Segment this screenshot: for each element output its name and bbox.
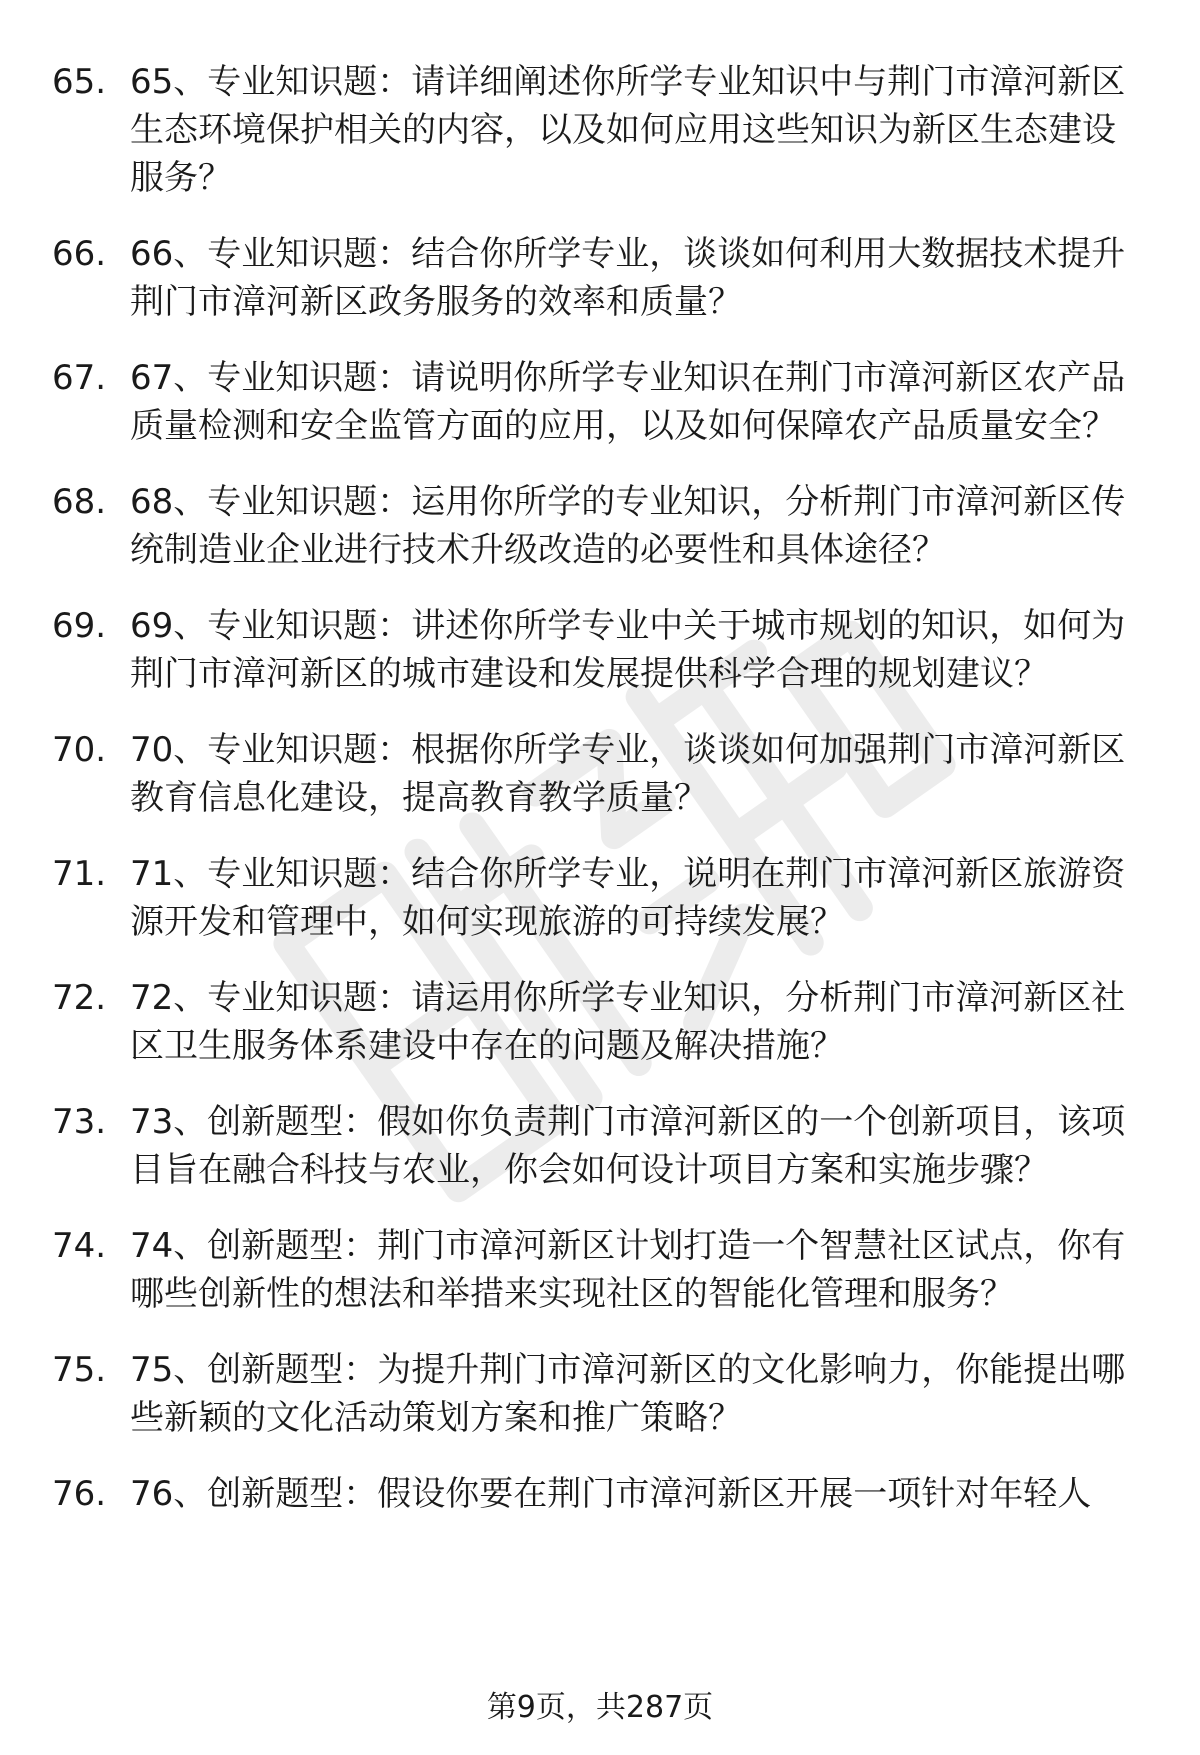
question-text: 65、专业知识题：请详细阐述你所学专业知识中与荆门市漳河新区生态环境保护相关的内容，以及如何应用这些知识为新区生态建设服务？ — [130, 62, 1126, 198]
list-item — [0, 1470, 1200, 1518]
question-text: 68、专业知识题：运用你所学的专业知识，分析荆门市漳河新区传统制造业企业进行技术升级改造的必要性和具体途径？ — [130, 482, 1126, 570]
question-number: 72. — [52, 978, 107, 1018]
list-item — [0, 478, 1200, 574]
question-text: 69、专业知识题：讲述你所学专业中关于城市规划的知识，如何为荆门市漳河新区的城市建设和发展提供科学合理的规划建议？ — [130, 606, 1126, 694]
question-text: 71、专业知识题：结合你所学专业，说明在荆门市漳河新区旅游资源开发和管理中，如何实现旅游的可持续发展？ — [130, 854, 1126, 942]
list-item — [0, 1222, 1200, 1318]
question-text: 70、专业知识题：根据你所学专业，谈谈如何加强荆门市漳河新区教育信息化建设，提高教育教学质量？ — [130, 730, 1126, 818]
question-number: 74. — [52, 1226, 107, 1266]
list-item — [0, 602, 1200, 698]
list-item — [0, 1346, 1200, 1442]
list-item — [0, 230, 1200, 326]
list-item — [0, 354, 1200, 450]
question-text: 75、创新题型：为提升荆门市漳河新区的文化影响力，你能提出哪些新颖的文化活动策划方案和推广策略？ — [130, 1350, 1126, 1438]
question-number: 66. — [52, 234, 107, 274]
question-number: 76. — [52, 1474, 107, 1514]
question-list — [0, 58, 1200, 1546]
question-number: 69. — [52, 606, 107, 646]
page-footer: 第9页，共287页 — [486, 1690, 714, 1725]
question-number: 67. — [52, 358, 107, 398]
question-text: 66、专业知识题：结合你所学专业，谈谈如何利用大数据技术提升荆门市漳河新区政务服务的效率和质量？ — [130, 234, 1126, 322]
list-item — [0, 58, 1200, 202]
question-number: 73. — [52, 1102, 107, 1142]
question-number: 68. — [52, 482, 107, 522]
question-number: 75. — [52, 1350, 107, 1390]
question-number: 71. — [52, 854, 107, 894]
question-text: 74、创新题型：荆门市漳河新区计划打造一个智慧社区试点，你有哪些创新性的想法和举措来实现社区的智能化管理和服务？ — [130, 1226, 1126, 1314]
question-number: 70. — [52, 730, 107, 770]
question-text: 67、专业知识题：请说明你所学专业知识在荆门市漳河新区农产品质量检测和安全监管方面的应用，以及如何保障农产品质量安全？ — [130, 358, 1126, 446]
list-item — [0, 850, 1200, 946]
question-text: 73、创新题型：假如你负责荆门市漳河新区的一个创新项目，该项目旨在融合科技与农业，你会如何设计项目方案和实施步骤？ — [130, 1102, 1126, 1190]
list-item — [0, 726, 1200, 822]
question-text: 72、专业知识题：请运用你所学专业知识，分析荆门市漳河新区社区卫生服务体系建设中存在的问题及解决措施？ — [130, 978, 1126, 1066]
question-text: 76、创新题型：假设你要在荆门市漳河新区开展一项针对年轻人 — [130, 1474, 1092, 1514]
list-item — [0, 1098, 1200, 1194]
question-number: 65. — [52, 62, 107, 102]
list-item — [0, 974, 1200, 1070]
